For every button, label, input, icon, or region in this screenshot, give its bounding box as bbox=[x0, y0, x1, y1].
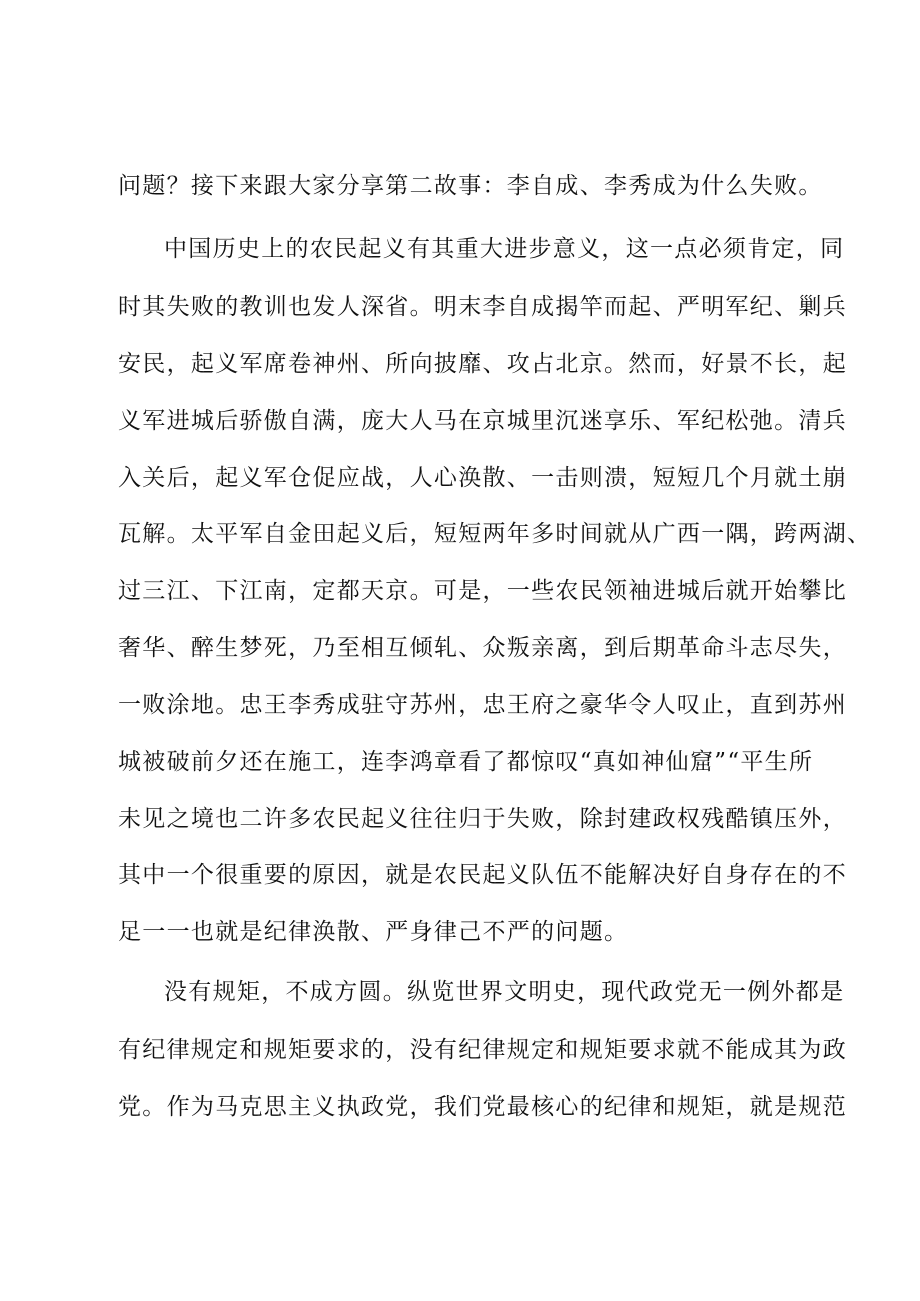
text-line: 过三江、下江南，定都天京。可是，一些农民领袖进城后就开始攀比 bbox=[118, 578, 847, 604]
text-line: 奢华、醉生梦死，乃至相互倾轧、众叛亲离，到后期革命斗志尽失， bbox=[118, 635, 847, 661]
text-line: 义军进城后骄傲自满，庞大人马在京城里沉迷享乐、军纪松弛。清兵 bbox=[118, 408, 847, 434]
text-line: 瓦解。太平军自金田起义后，短短两年多时间就从广西一隅，跨两湖、 bbox=[118, 521, 872, 547]
text-line: 党。作为马克思主义执政党，我们党最核心的纪律和规矩，就是规范 bbox=[118, 1094, 847, 1120]
paragraph-start-line: 中国历史上的农民起义有其重大进步意义，这一点必须肯定，同 bbox=[164, 236, 845, 262]
text-line: 未见之境也二许多农民起义往往归于失败，除封建政权残酷镇压外， bbox=[118, 806, 847, 832]
text-line: 有纪律规定和规矩要求的，没有纪律规定和规矩要求就不能成其为政 bbox=[118, 1037, 847, 1063]
text-line: 问题？接下来跟大家分享第二故事：李自成、李秀成为什么失败。 bbox=[118, 173, 823, 199]
text-line: 其中一个很重要的原因，就是农民起义队伍不能解决好自身存在的不 bbox=[118, 862, 847, 888]
text-line: 时其失败的教训也发人深省。明末李自成揭竿而起、严明军纪、剿兵 bbox=[118, 294, 847, 320]
text-line: 入关后，起义军仓促应战，人心涣散、一击则溃，短短几个月就土崩 bbox=[118, 465, 847, 491]
paragraph-start-line: 没有规矩，不成方圆。纵览世界文明史，现代政党无一例外都是 bbox=[164, 979, 845, 1005]
text-line: 足一一也就是纪律涣散、严身律己不严的问题。 bbox=[118, 919, 629, 945]
text-line: 安民，起义军席卷神州、所向披靡、攻占北京。然而，好景不长，起 bbox=[118, 351, 847, 377]
text-line: 一败涂地。忠王李秀成驻守苏州，忠王府之豪华令人叹止，直到苏州 bbox=[118, 692, 847, 718]
text-line: 城被破前夕还在施工，连李鸿章看了都惊叹“真如神仙窟”“平生所 bbox=[118, 749, 814, 775]
